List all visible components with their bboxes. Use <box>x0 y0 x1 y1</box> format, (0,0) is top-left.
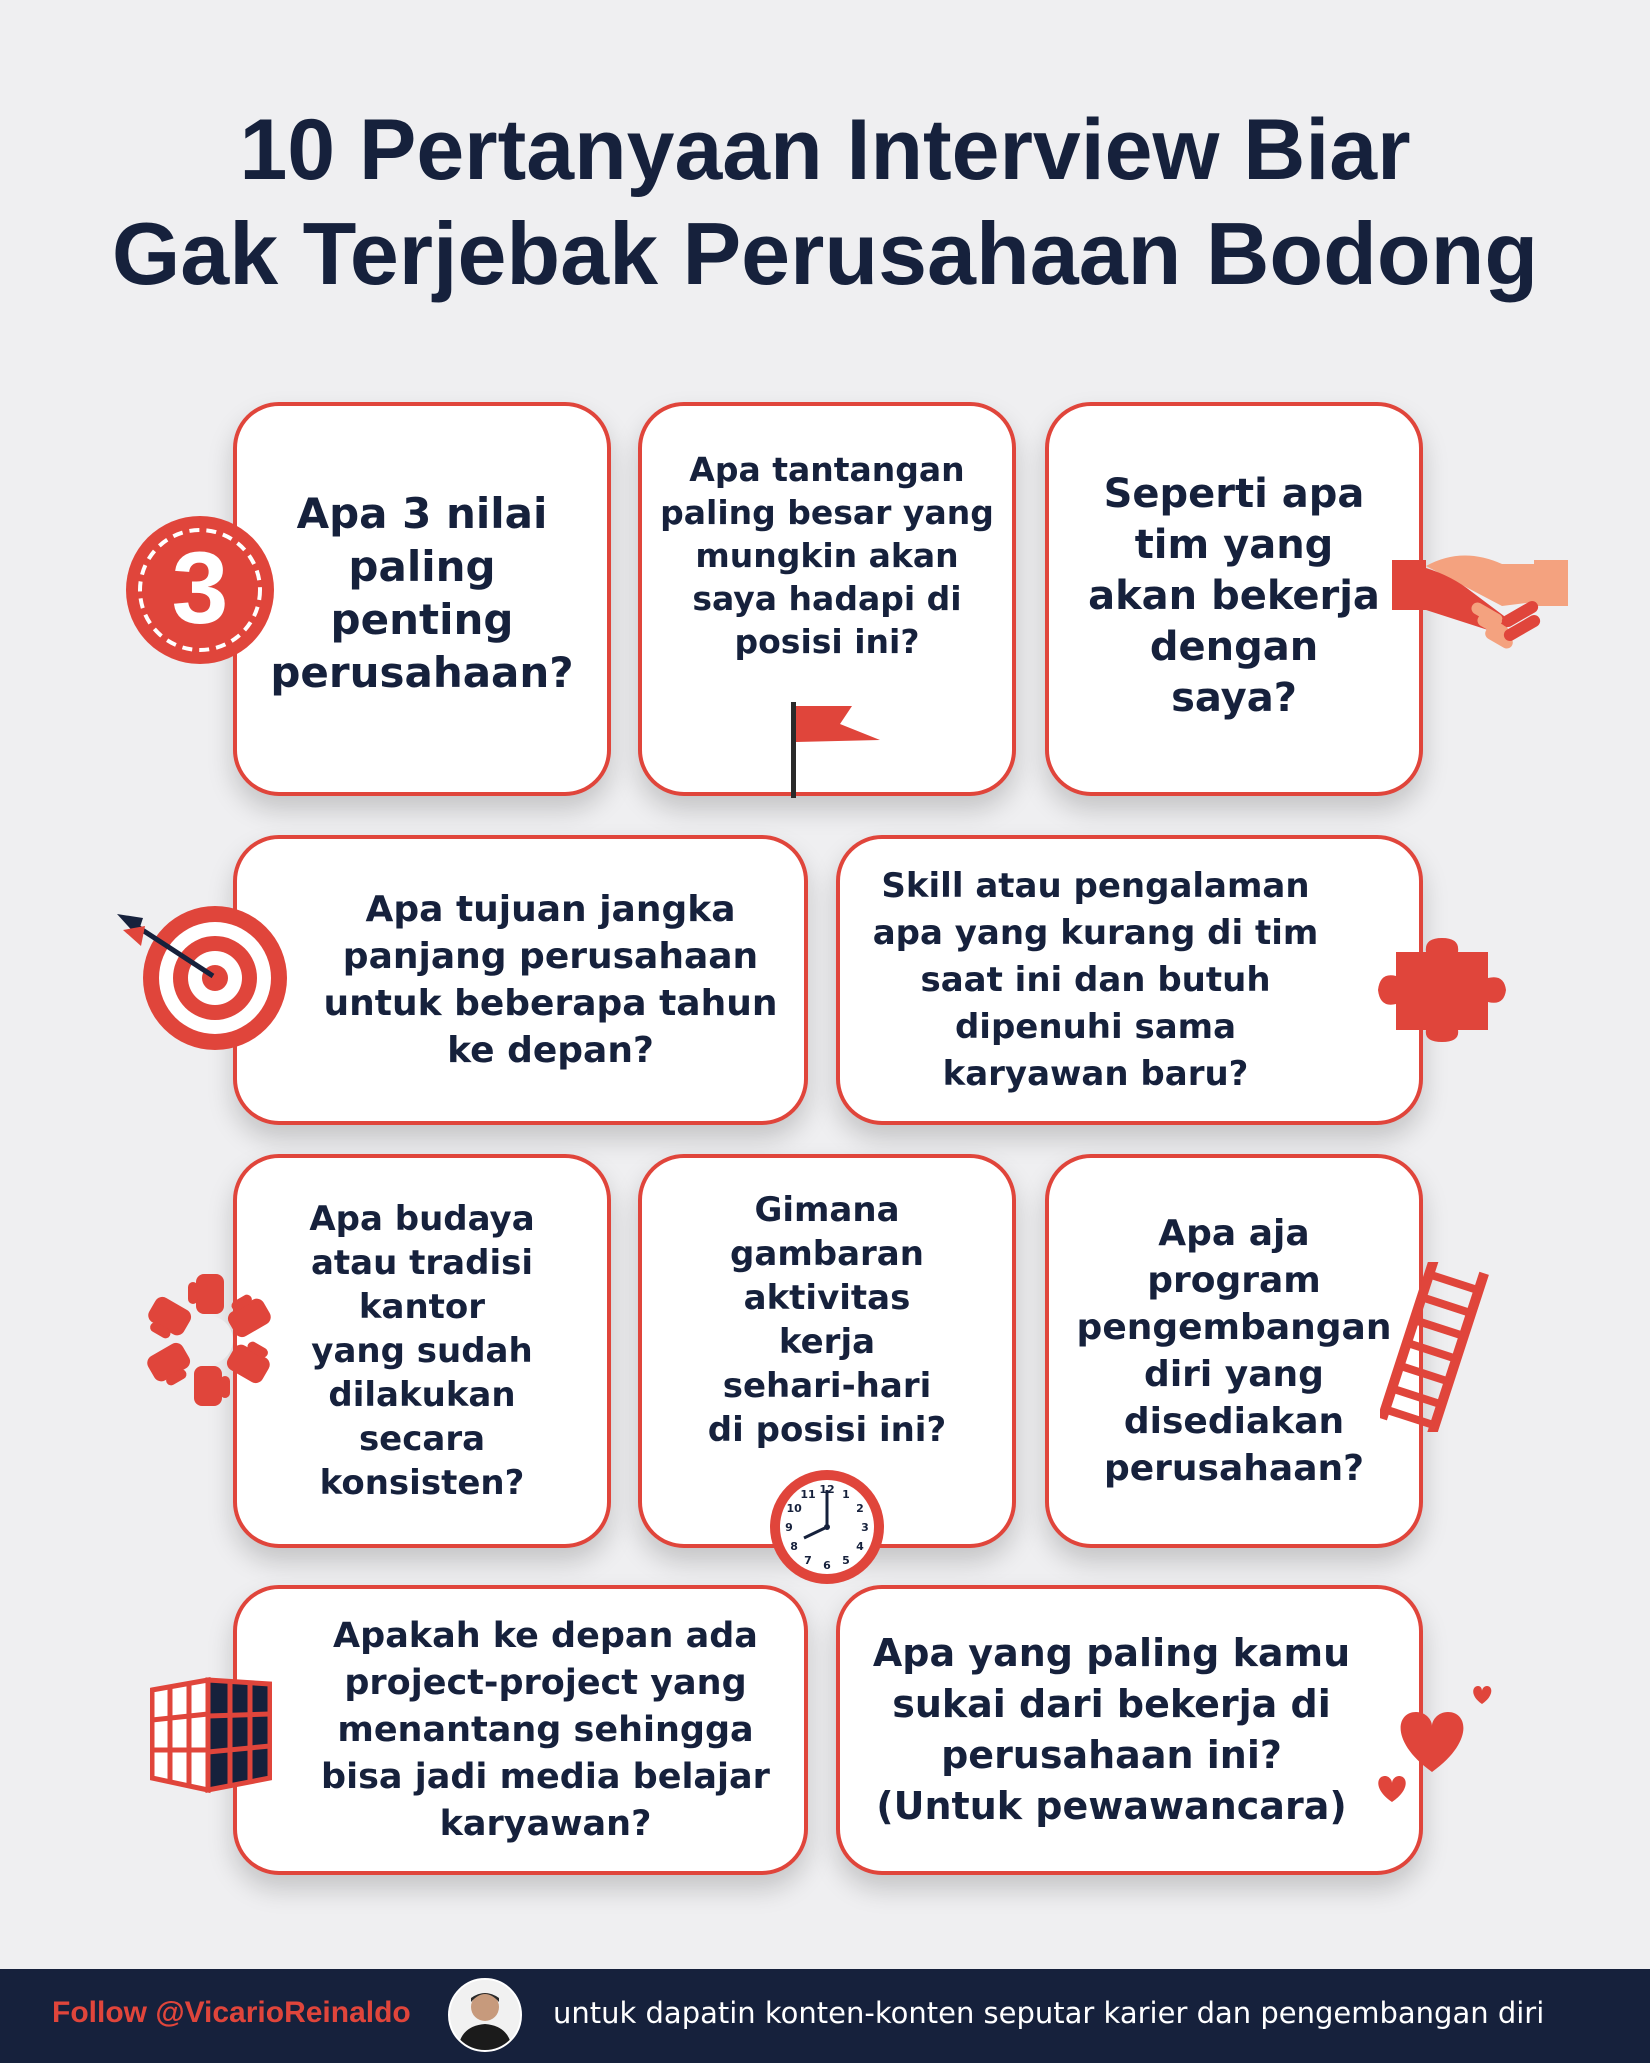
question-card-3 <box>1045 402 1423 796</box>
question-text: Apa budaya atau tradisi kantor yang sudah dilakukan secara konsisten? <box>309 1199 535 1503</box>
clock-numeral: 8 <box>790 1540 798 1553</box>
question-text: Seperti apa tim yang akan bekerja dengan saya? <box>1088 471 1380 721</box>
clock-icon <box>768 1468 886 1586</box>
footer-bar <box>0 1969 1650 2063</box>
question-card-8 <box>1045 1154 1423 1548</box>
question-text: Apa aja program pengembangan diri yang disediakan perusahaan? <box>1076 1213 1392 1489</box>
question-card-4 <box>233 835 808 1125</box>
footer-tagline: untuk dapatin konten-konten seputar karier dan pengembangan diri <box>553 1996 1545 2030</box>
title-line-2: Gak Terjebak Perusahaan Bodong <box>111 204 1539 303</box>
ladder-icon <box>1380 1262 1492 1432</box>
clock-numeral: 2 <box>856 1502 864 1515</box>
page-title <box>0 98 1650 306</box>
target-icon <box>115 906 291 1054</box>
follow-link[interactable]: Follow @VicarioReinaldo <box>52 1996 411 2029</box>
flag-icon <box>782 700 882 800</box>
question-text: Apa tujuan jangka panjang perusahaan untuk beberapa tahun ke depan? <box>323 889 778 1071</box>
question-card-1 <box>233 402 611 796</box>
clock-numeral: 10 <box>786 1502 802 1515</box>
clock-numeral: 4 <box>856 1540 864 1553</box>
title-line-1: 10 Pertanyaan Interview Biar <box>239 102 1411 198</box>
clock-numeral: 3 <box>861 1521 869 1534</box>
clock-numeral: 7 <box>804 1553 812 1567</box>
question-text: Apa yang paling kamu sukai dari bekerja di perusahaan ini? (Untuk pewawancara) <box>872 1631 1351 1828</box>
avatar <box>448 1978 522 2052</box>
question-card-5 <box>836 835 1423 1125</box>
handshake-icon <box>1392 546 1568 654</box>
clock-numeral: 9 <box>785 1521 793 1534</box>
circle-of-hands-icon <box>144 1274 274 1406</box>
badge-number: 3 <box>171 531 229 645</box>
question-card-10 <box>836 1585 1423 1875</box>
puzzle-piece-icon <box>1366 938 1520 1042</box>
question-text: Apa 3 nilai paling penting perusahaan? <box>270 489 574 697</box>
clock-numeral: 11 <box>800 1488 816 1502</box>
number-three-badge-icon <box>124 514 276 666</box>
question-card-9 <box>233 1585 808 1875</box>
question-text: Apa tantangan paling besar yang mungkin akan saya hadapi di posisi ini? <box>660 449 994 661</box>
clock-numeral: 6 <box>823 1559 831 1572</box>
clock-numeral: 5 <box>842 1553 850 1567</box>
question-text: Skill atau pengalaman apa yang kurang di tim saat ini dan butuh dipenuhi sama karyawan baru? <box>872 865 1319 1094</box>
hearts-icon <box>1370 1676 1500 1806</box>
question-text: Apakah ke depan ada project-project yang menantang sehingga bisa jadi media belajar karyawan? <box>321 1615 770 1844</box>
clock-numeral: 12 <box>819 1483 835 1496</box>
question-card-6 <box>233 1154 611 1548</box>
question-text: Gimana gambaran aktivitas kerja sehari-hari di posisi ini? <box>707 1190 947 1450</box>
cube-icon <box>150 1670 272 1794</box>
clock-numeral: 1 <box>842 1488 850 1502</box>
